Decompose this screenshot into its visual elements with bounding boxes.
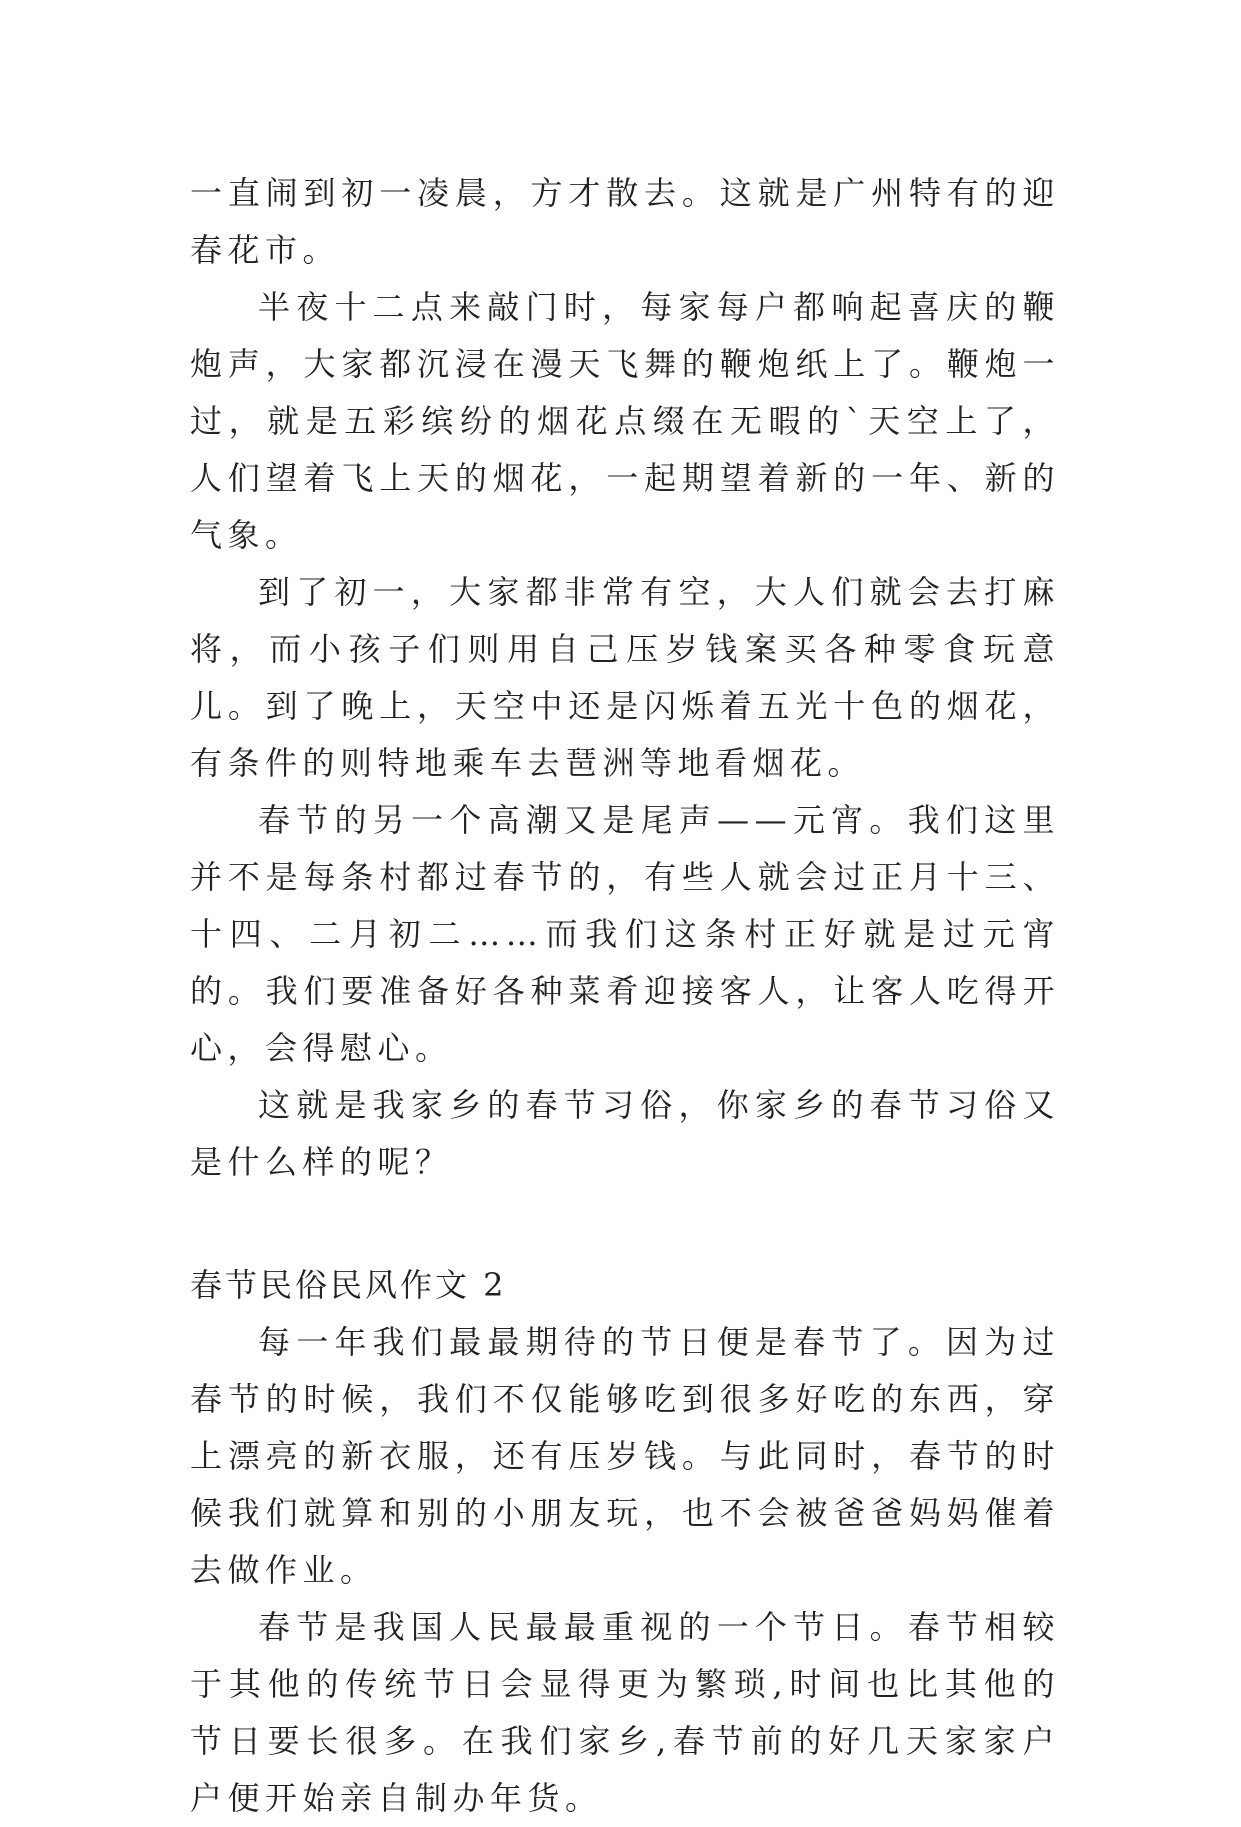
- paragraph-new-year-day: 到了初一，大家都非常有空，大人们就会去打麻将，而小孩子们则用自己压岁钱案买各种零食玩意儿。到了晚上，天空中还是闪烁着五光十色的烟花，有条件的则特地乘车去琶洲等地看烟花。: [190, 573, 1060, 782]
- paragraph-midnight-firecrackers: 半夜十二点来敲门时，每家每户都响起喜庆的鞭炮声，大家都沉浸在漫天飞舞的鞭炮纸上了。鞭炮一过，就是五彩缤纷的烟花点缀在无暇的`天空上了，人们望着飞上天的烟花，一起期望着新的一年、新的气象。: [190, 288, 1060, 554]
- paragraph-closing-question: 这就是我家乡的春节习俗，你家乡的春节习俗又是什么样的呢？: [190, 1086, 1060, 1181]
- continuation-paragraph: 一直闹到初一凌晨，方才散去。这就是广州特有的迎春花市。: [190, 174, 1060, 269]
- paragraph-most-important-festival: 春节是我国人民最最重视的一个节日。春节相较于其他的传统节日会显得更为繁琐,时间也比其他的节日要长很多。在我们家乡,春节前的好几天家家户户便开始亲自制办年货。: [190, 1608, 1060, 1817]
- paragraph-most-anticipated: 每一年我们最最期待的节日便是春节了。因为过春节的时候，我们不仅能够吃到很多好吃的东西，穿上漂亮的新衣服，还有压岁钱。与此同时，春节的时候我们就算和别的小朋友玩，也不会被爸爸妈妈催着去做作业。: [190, 1323, 1060, 1589]
- document-body: [190, 165, 1060, 1827]
- paragraph-lantern-festival: 春节的另一个高潮又是尾声——元宵。我们这里并不是每条村都过春节的，有些人就会过正月十三、十四、二月初二……而我们这条村正好就是过元宵的。我们要准备好各种菜肴迎接客人，让客人吃得开心，会得慰心。: [190, 801, 1060, 1067]
- section-title: 春节民俗民风作文 2: [190, 1266, 507, 1304]
- section-spacer: [190, 1191, 1060, 1257]
